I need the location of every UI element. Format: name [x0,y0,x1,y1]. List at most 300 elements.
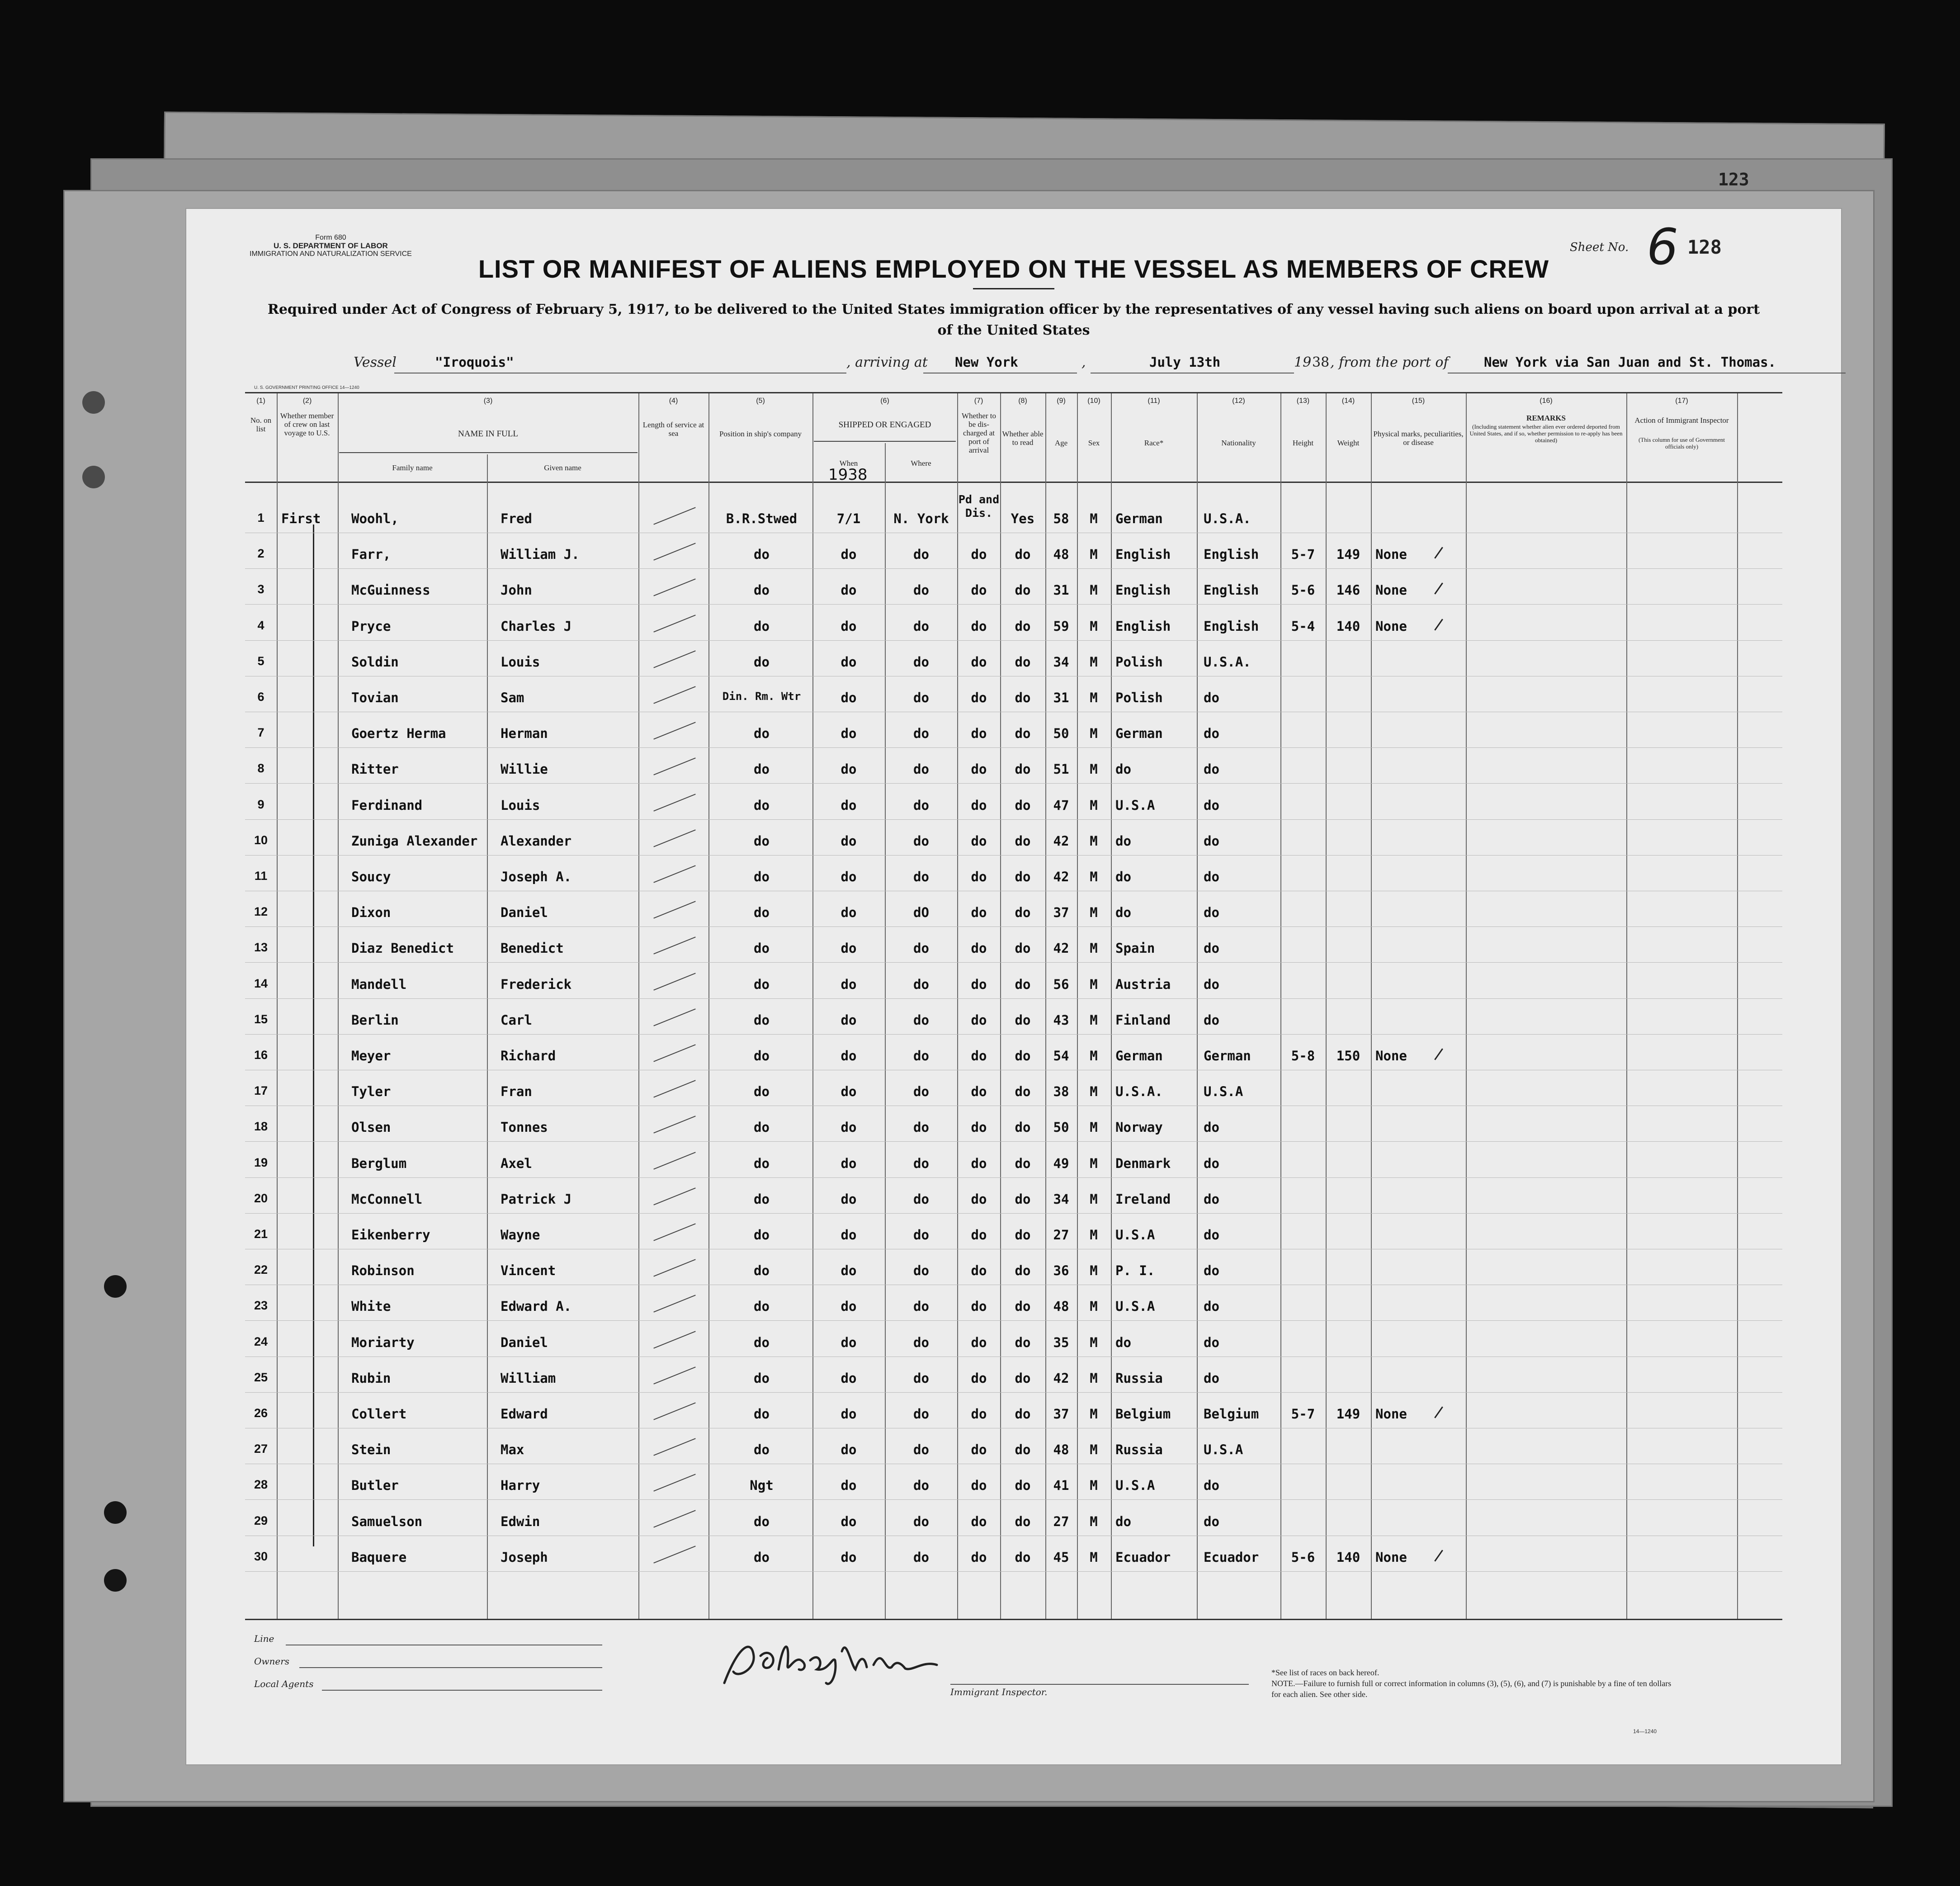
cell-family: Ritter [351,761,399,777]
cell-position: do [754,1048,770,1064]
cell-given: William J. [501,547,580,562]
owners-label: Owners [254,1656,290,1667]
service-tick-mark [653,650,695,668]
row-rule [245,962,1782,963]
sheet-number-label: Sheet No. [1570,241,1629,254]
line-label: Line [254,1633,274,1644]
cell-family: Pryce [351,619,391,634]
cell-race: do [1115,1335,1131,1350]
cell-discharged: do [971,582,987,598]
cell-nationality: U.S.A. [1204,654,1251,670]
cell-given: Richard [501,1048,556,1064]
cell-age: 27 [1053,1514,1069,1529]
cell-given: Louis [501,654,540,670]
arriving-label: , arriving at [846,355,928,370]
cell-height: 5-6 [1291,1550,1315,1565]
cell-family: Woohl, [351,511,399,526]
cell-position: do [754,798,770,813]
service-tick-mark [653,757,695,775]
cell-no: 28 [254,1478,268,1491]
cell-race: Polish [1115,690,1163,705]
col-head-name: NAME IN FULL [458,429,518,439]
binder-hole [104,1501,127,1524]
cell-age: 56 [1053,977,1069,992]
col-head-action: Action of Immigrant Inspector [1634,416,1729,425]
cell-discharged: do [971,798,987,813]
cell-sex: M [1090,1442,1098,1457]
cell-where: do [913,1191,929,1207]
row-rule [245,640,1782,641]
service-tick-mark [653,1187,695,1205]
cell-crew: First [281,511,321,526]
cell-family: Rubin [351,1371,391,1386]
cell-race: P. I. [1115,1263,1155,1278]
manifest-subtitle: Required under Act of Congress of February 5, 1917, to be delivered to the United States immigration officer by the representatives of any vessel having such aliens on board upon arrival at a port of the United States [267,302,1760,338]
cell-no: 2 [257,547,264,560]
cell-given: Wayne [501,1227,540,1243]
cell-age: 37 [1053,905,1069,920]
col-head-remarks: REMARKS [1526,414,1566,422]
local-agents-label: Local Agents [254,1678,314,1689]
cell-discharged: do [971,690,987,705]
cell-discharged: do [971,941,987,956]
cell-position: do [754,1227,770,1243]
cell-position: do [754,619,770,634]
cell-height: 5-8 [1291,1048,1315,1064]
cell-given: Joseph [501,1550,548,1565]
cell-when: do [841,1227,857,1243]
cell-when: do [841,1156,857,1171]
cell-sex: M [1090,619,1098,634]
cell-where: do [913,1550,929,1565]
cell-when: do [841,905,857,920]
col-rule [1197,393,1198,1619]
cell-position: do [754,582,770,598]
cell-nationality: do [1204,941,1219,956]
cell-race: English [1115,619,1171,634]
cell-race: German [1115,1048,1163,1064]
row-rule [245,1392,1782,1393]
binder-hole [104,1275,127,1298]
cell-read: do [1015,977,1031,992]
year-suffix: 38 [1312,355,1330,370]
cell-no: 17 [254,1084,268,1097]
cell-given: Daniel [501,1335,548,1350]
cell-read: do [1015,654,1031,670]
outer-page-stamp: 123 [1718,170,1749,189]
service-tick-mark [653,686,695,704]
cell-family: Moriarty [351,1335,415,1350]
cell-sex: M [1090,798,1098,813]
cell-sex: M [1090,1156,1098,1171]
cell-discharged: do [971,1156,987,1171]
cell-weight: 150 [1336,1048,1360,1064]
cell-position: do [754,941,770,956]
cell-discharged: do [971,1012,987,1028]
cell-read: do [1015,1299,1031,1314]
service-tick-mark [653,1080,695,1097]
cell-discharged: do [971,1550,987,1565]
service-tick-mark [653,829,695,847]
cell-marks: None [1375,582,1407,598]
cell-where: do [913,1263,929,1278]
cell-marks: None [1375,1048,1407,1064]
cell-no: 26 [254,1406,268,1420]
col-head-service: Length of service at sea [642,421,704,438]
cell-discharged: do [971,654,987,670]
cell-family: Berglum [351,1156,407,1171]
cell-family: Collert [351,1406,407,1422]
service-tick-mark [653,973,695,990]
cell-position: do [754,1191,770,1207]
year-prefix: 19 [1294,355,1312,370]
cell-when: do [841,798,857,813]
cell-position: do [754,905,770,920]
sheet-number-handwritten: 6 [1647,218,1678,276]
service-tick-mark [653,1510,695,1527]
cell-race: Spain [1115,941,1155,956]
binder-hole [82,391,105,414]
cell-read: do [1015,1263,1031,1278]
cell-position: do [754,1120,770,1135]
col-num-6: (6) [880,397,889,405]
cell-nationality: U.S.A [1204,1084,1243,1099]
cell-no: 27 [254,1442,268,1456]
first-voyage-bracket [313,525,314,1546]
cell-nationality: do [1204,1299,1219,1314]
cell-discharged: do [971,1514,987,1529]
cell-sex: M [1090,1048,1098,1064]
service-tick-mark [653,901,695,918]
cell-weight: 140 [1336,619,1360,634]
cell-race: Finland [1115,1012,1171,1028]
col-head-sex: Sex [1088,439,1100,447]
service-name: IMMIGRATION AND NATURALIZATION SERVICE [250,250,412,258]
cell-position: do [754,726,770,741]
service-tick-mark [653,1008,695,1026]
cell-position: do [754,977,770,992]
cell-age: 58 [1053,511,1069,526]
cell-discharged: do [971,1299,987,1314]
col-num-2: (2) [302,397,312,405]
cell-no: 14 [254,977,268,990]
cell-when: do [841,761,857,777]
col-rule [1077,393,1078,1619]
cell-age: 59 [1053,619,1069,634]
cell-given: Harry [501,1478,540,1493]
service-tick-mark [653,578,695,596]
cell-race: Ecuador [1115,1550,1171,1565]
row-rule [245,926,1782,927]
check-mark-icon [1434,1550,1443,1561]
cell-where: do [913,726,929,741]
cell-given: Alexander [501,833,572,849]
cell-given: Max [501,1442,524,1457]
cell-position: do [754,547,770,562]
cell-when: do [841,1263,857,1278]
col-rule [1045,393,1046,1619]
row-rule [245,1177,1782,1178]
cell-given: Herman [501,726,548,741]
service-tick-mark [653,936,695,954]
col-head-given: Given name [544,463,581,472]
col-head-remarks-note: (Including statement whether alien ever ordered deported from United States, and if so, whether permission to re-apply has been obtained) [1469,423,1623,444]
col-head-height: Height [1292,439,1314,447]
cell-nationality: do [1204,1371,1219,1386]
cell-family: Robinson [351,1263,415,1278]
cell-when: do [841,1191,857,1207]
cell-no: 4 [257,619,264,632]
cell-sex: M [1090,582,1098,598]
cell-where: do [913,1478,929,1493]
cell-when: do [841,582,857,598]
cell-read: do [1015,726,1031,741]
col-rule [487,454,488,1619]
cell-where: do [913,1406,929,1422]
cell-where: do [913,690,929,705]
cell-when: do [841,1048,857,1064]
cell-where: do [913,1156,929,1171]
cell-read: do [1015,547,1031,562]
cell-sex: M [1090,761,1098,777]
col-rule [338,393,339,1619]
department-name: U. S. DEPARTMENT OF LABOR [274,241,388,250]
cell-given: Axel [501,1156,532,1171]
cell-family: Samuelson [351,1514,423,1529]
cell-no: 12 [254,905,268,918]
cell-sex: M [1090,1371,1098,1386]
service-tick-mark [653,543,695,560]
cell-race: U.S.A [1115,1299,1155,1314]
col-num-15: (15) [1412,397,1425,405]
cell-read: do [1015,582,1031,598]
shipped-group-rule [814,441,956,442]
cell-age: 42 [1053,869,1069,884]
cell-read: do [1015,1406,1031,1422]
row-rule [245,855,1782,856]
cell-age: 54 [1053,1048,1069,1064]
cell-nationality: do [1204,798,1219,813]
cell-given: William [501,1371,556,1386]
cell-position: do [754,1335,770,1350]
cell-sex: M [1090,1227,1098,1243]
cell-when: do [841,654,857,670]
cell-when: do [841,547,857,562]
service-tick-mark [653,1223,695,1241]
cell-race: German [1115,511,1163,526]
cell-nationality: do [1204,869,1219,884]
cell-where: do [913,654,929,670]
service-tick-mark [653,1546,695,1563]
cell-age: 50 [1053,1120,1069,1135]
cell-marks: None [1375,547,1407,562]
cell-read: do [1015,1335,1031,1350]
cell-discharged: Pd and Dis. [958,493,1000,520]
cell-no: 7 [257,726,264,739]
cell-when: do [841,1012,857,1028]
col-head-nationality: Nationality [1221,439,1256,447]
cell-family: Olsen [351,1120,391,1135]
cell-read: do [1015,1227,1031,1243]
binder-hole [82,466,105,488]
cell-family: Tovian [351,690,399,705]
cell-race: U.S.A [1115,1478,1155,1493]
cell-sex: M [1090,1406,1098,1422]
col-head-family: Family name [392,463,433,472]
cell-when: do [841,869,857,884]
crew-table [245,392,1782,1620]
cell-race: Ireland [1115,1191,1171,1207]
cell-discharged: do [971,905,987,920]
cell-no: 6 [257,690,264,704]
cell-when: do [841,1550,857,1565]
cell-read: do [1015,1191,1031,1207]
cell-age: 35 [1053,1335,1069,1350]
cell-sex: M [1090,726,1098,741]
cell-weight: 149 [1336,1406,1360,1422]
cell-read: do [1015,1084,1031,1099]
cell-race: German [1115,726,1163,741]
col-num-12: (12) [1232,397,1245,405]
sheet-stamp: 128 [1687,236,1722,258]
cell-where: do [913,761,929,777]
inspector-label: Immigrant Inspector. [950,1687,1048,1697]
cell-nationality: U.S.A [1204,1442,1243,1457]
cell-read: do [1015,1442,1031,1457]
service-tick-mark [653,794,695,811]
cell-age: 38 [1053,1084,1069,1099]
form-code: 14—1240 [1633,1728,1657,1735]
cell-where: do [913,1442,929,1457]
cell-when: do [841,1371,857,1386]
col-head-read: Whether able to read [1002,430,1044,447]
col-head-where: Where [911,459,931,468]
cell-race: do [1115,869,1131,884]
cell-race: Norway [1115,1120,1163,1135]
cell-position: do [754,869,770,884]
col-head-race: Race* [1144,439,1164,447]
cell-sex: M [1090,1191,1098,1207]
cell-no: 13 [254,941,268,954]
service-tick-mark [653,1402,695,1420]
cell-position: do [754,761,770,777]
cell-no: 18 [254,1120,268,1133]
cell-read: do [1015,869,1031,884]
row-rule [245,1571,1782,1572]
cell-where: do [913,977,929,992]
cell-nationality: do [1204,1156,1219,1171]
cell-discharged: do [971,977,987,992]
cell-discharged: do [971,1371,987,1386]
col-num-16: (16) [1540,397,1553,405]
cell-position: do [754,654,770,670]
cell-position: do [754,1263,770,1278]
cell-read: do [1015,1156,1031,1171]
cell-marks: None [1375,619,1407,634]
col-head-when: When [839,459,858,468]
cell-no: 24 [254,1335,268,1348]
cell-where: do [913,619,929,634]
service-tick-mark [653,1044,695,1062]
col-num-14: (14) [1341,397,1355,405]
cell-age: 49 [1053,1156,1069,1171]
cell-discharged: do [971,1478,987,1493]
cell-given: Louis [501,798,540,813]
col-head-age: Age [1054,439,1068,447]
cell-family: White [351,1299,391,1314]
row-rule [245,1499,1782,1500]
col-num-9: (9) [1057,397,1066,405]
row-rule [245,998,1782,999]
cell-family: Eikenberry [351,1227,430,1243]
check-mark-icon [1434,582,1443,594]
service-tick-mark [653,1152,695,1169]
col-num-7: (7) [974,397,983,405]
cell-discharged: do [971,869,987,884]
cell-position: do [754,1371,770,1386]
cell-race: do [1115,761,1131,777]
cell-race: English [1115,582,1171,598]
cell-height: 5-7 [1291,547,1315,562]
service-tick-mark [653,722,695,739]
cell-age: 36 [1053,1263,1069,1278]
cell-given: Edward [501,1406,548,1422]
col-head-crew: Whether member of crew on last voyage to U.S. [280,411,334,437]
cell-marks: None [1375,1550,1407,1565]
cell-no: 30 [254,1550,268,1563]
cell-age: 47 [1053,798,1069,813]
cell-where: do [913,941,929,956]
col-num-3: (3) [483,397,493,405]
service-tick-mark [653,865,695,883]
cell-where: do [913,798,929,813]
cell-position: Din. Rm. Wtr [722,690,801,703]
cell-when: do [841,941,857,956]
cell-no: 15 [254,1012,268,1026]
cell-age: 51 [1053,761,1069,777]
cell-sex: M [1090,905,1098,920]
cell-when: do [841,1514,857,1529]
row-rule [245,747,1782,748]
cell-where: do [913,869,929,884]
cell-nationality: do [1204,1335,1219,1350]
cell-family: Soucy [351,869,391,884]
cell-family: Tyler [351,1084,391,1099]
cell-discharged: do [971,1263,987,1278]
race-note: *See list of races on back hereof. [1271,1668,1379,1677]
cell-family: Diaz Benedict [351,941,454,956]
cell-discharged: do [971,1084,987,1099]
col-rule [708,393,709,1619]
cell-discharged: do [971,1406,987,1422]
cell-nationality: English [1204,547,1259,562]
cell-where: do [913,1084,929,1099]
cell-sex: M [1090,869,1098,884]
cell-where: do [913,1514,929,1529]
cell-family: Zuniga Alexander [351,833,478,849]
cell-sex: M [1090,1514,1098,1529]
cell-age: 43 [1053,1012,1069,1028]
cell-position: do [754,1156,770,1171]
col-rule [277,393,278,1619]
cell-race: Russia [1115,1442,1163,1457]
cell-weight: 140 [1336,1550,1360,1565]
row-rule [245,1320,1782,1321]
cell-race: Russia [1115,1371,1163,1386]
vessel-name: "Iroquois" [435,355,514,370]
col-rule [885,443,886,1619]
cell-when: 7/1 [836,511,861,526]
